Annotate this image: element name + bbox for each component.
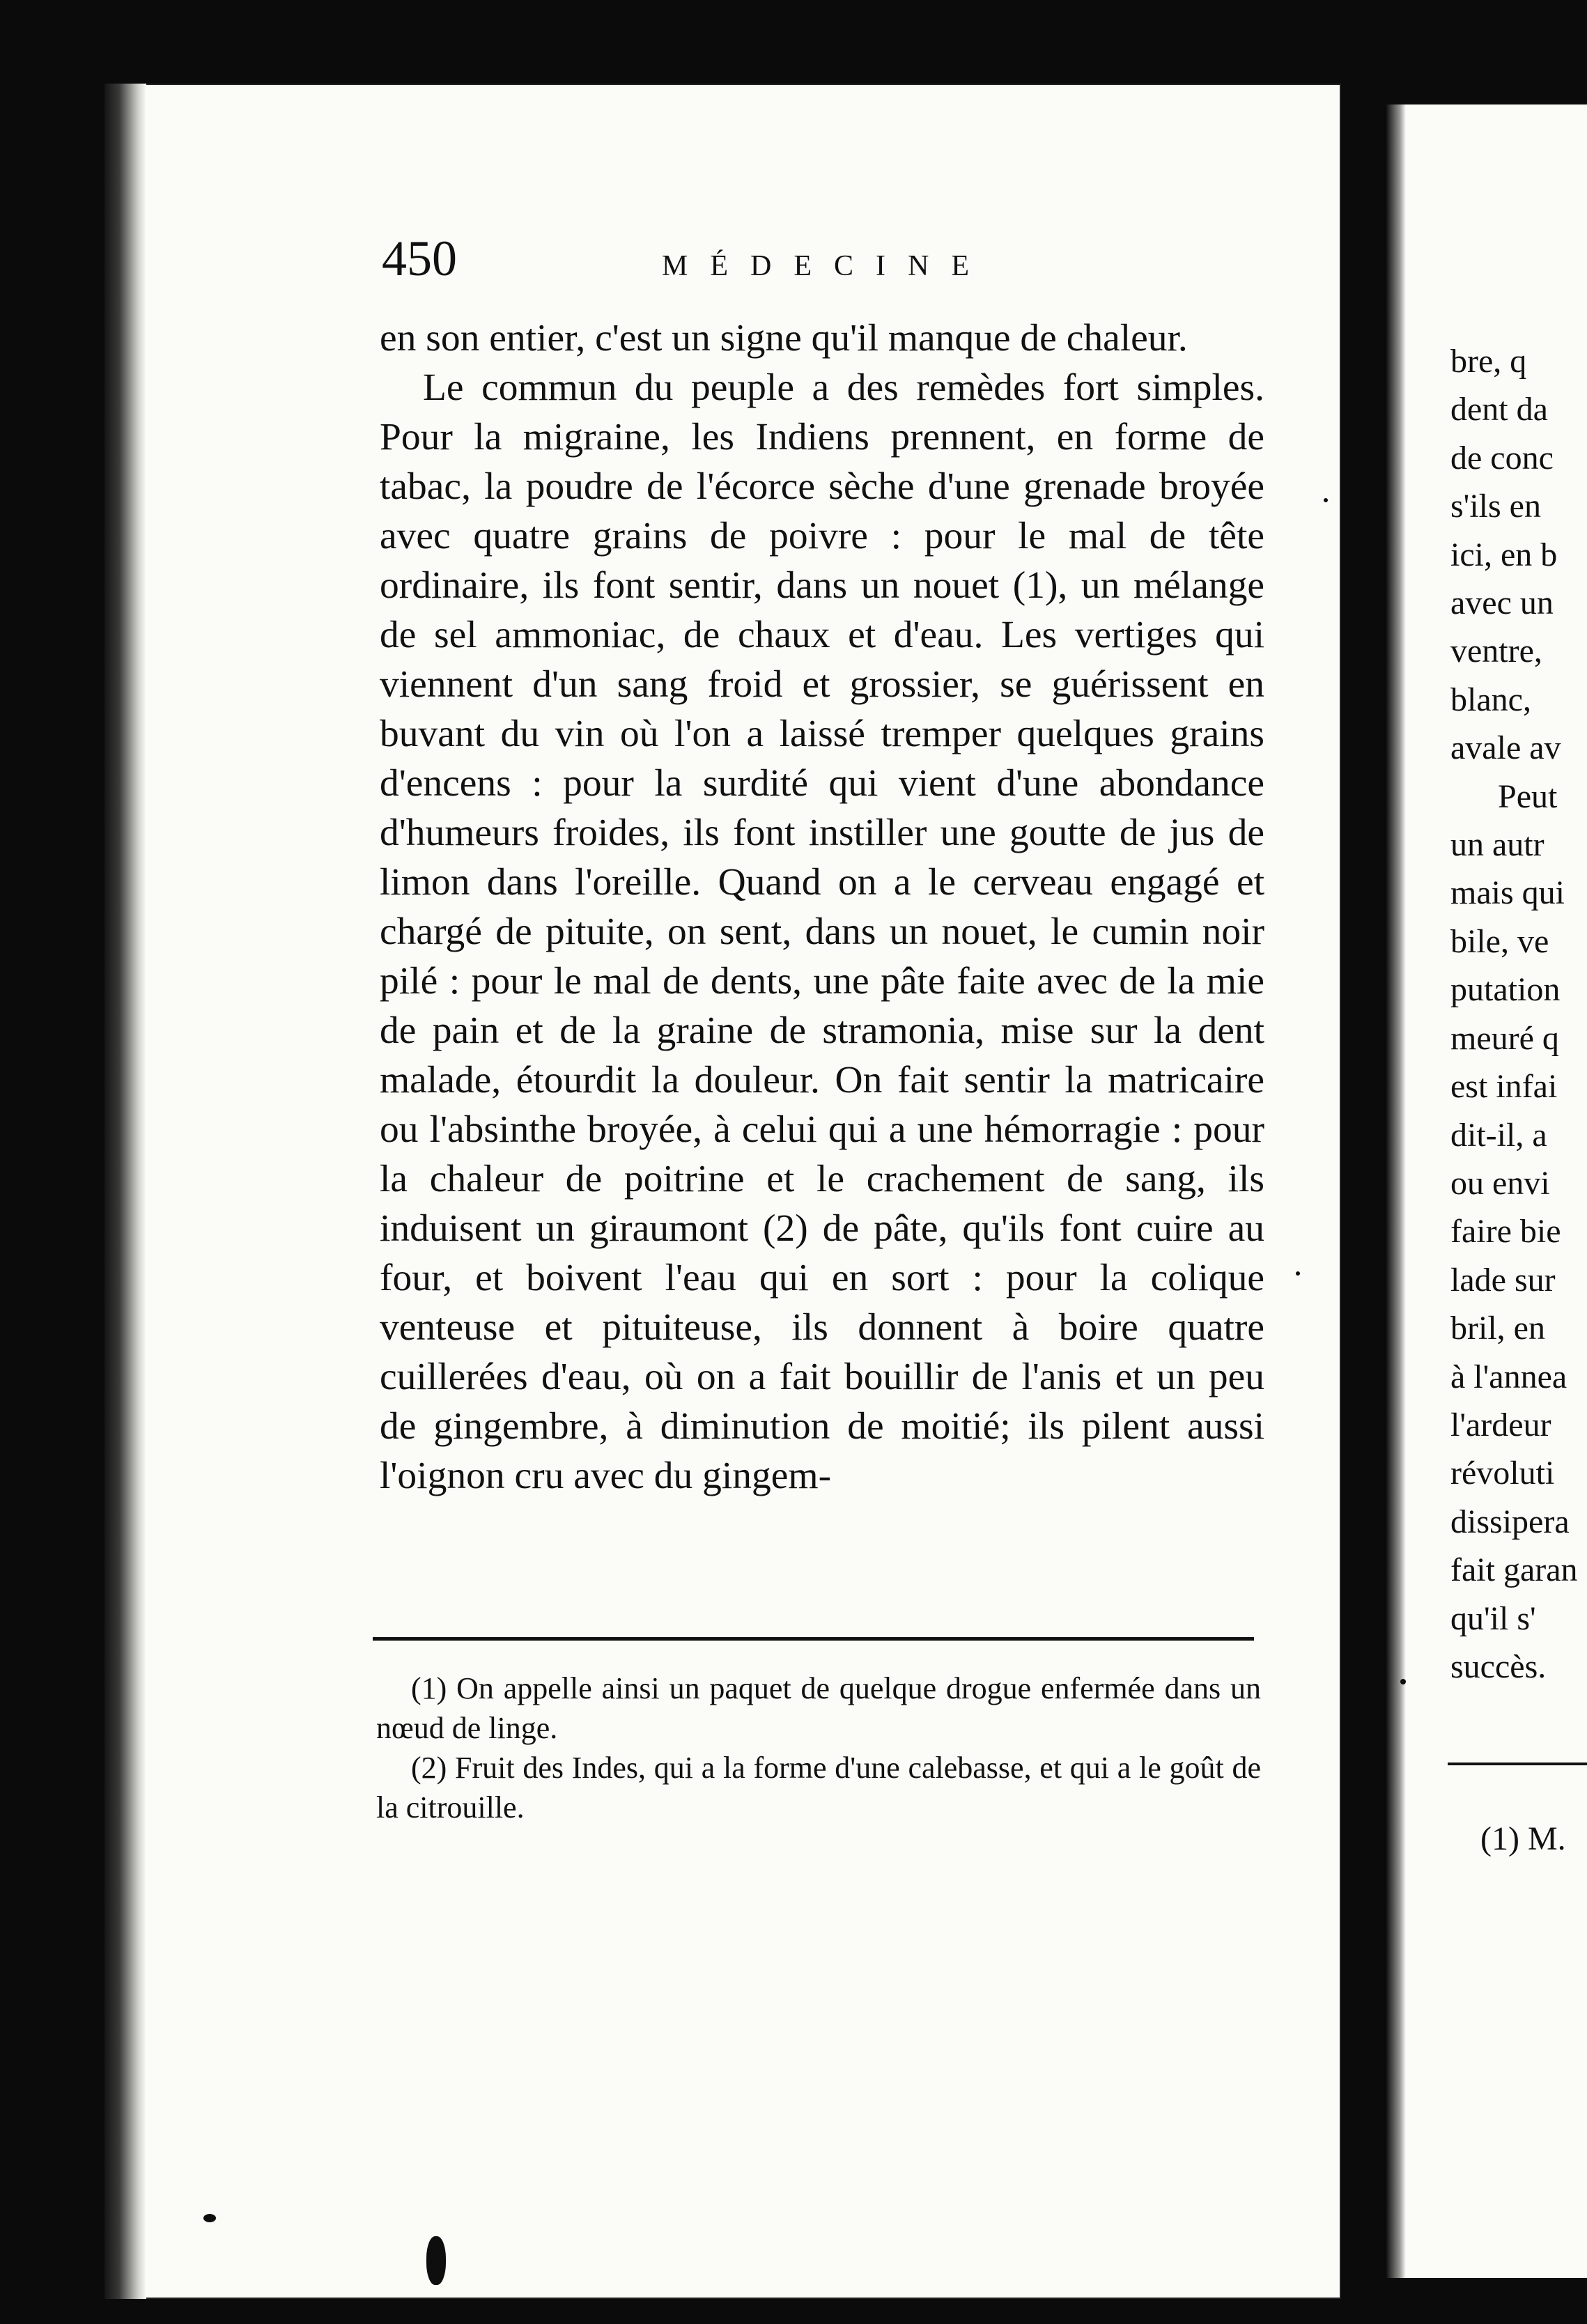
right-line: s'ils en (1450, 488, 1541, 525)
page-number: 450 (382, 231, 457, 286)
right-line: révoluti (1450, 1455, 1555, 1492)
ink-speck (1296, 1271, 1300, 1276)
right-line: ou envi (1450, 1164, 1550, 1202)
footnote-rule (373, 1637, 1254, 1641)
paragraph-continuation: en son entier, c'est un signe qu'il manque de chaleur. (380, 317, 1188, 359)
right-line: dent da (1450, 391, 1548, 428)
right-line: fait garan (1450, 1551, 1578, 1589)
right-line: dissipera (1450, 1503, 1570, 1540)
right-line: Peut (1498, 777, 1558, 815)
right-line: putation (1450, 971, 1561, 1009)
right-line: l'ardeur (1450, 1406, 1551, 1443)
right-line: bril, en (1450, 1310, 1545, 1347)
footnote-1: (1) On appelle ainsi un paquet de quelque drogue enfermée dans un nœud de linge. (376, 1671, 1261, 1745)
right-line: lade sur (1450, 1261, 1556, 1299)
running-head: MÉDECINE (662, 250, 991, 282)
right-line: faire bie (1450, 1213, 1561, 1250)
right-line: de conc (1450, 439, 1554, 477)
right-page-text (1450, 337, 1578, 1691)
right-line: à l'annea (1450, 1358, 1567, 1395)
right-line: avec un (1450, 584, 1554, 622)
ink-speck (426, 2236, 446, 2285)
ink-speck (203, 2214, 216, 2222)
right-line: un autr (1450, 826, 1545, 864)
right-line: bile, ve (1450, 922, 1549, 960)
right-line: est infai (1450, 1068, 1558, 1106)
footnote-2: (2) Fruit des Indes, qui a la forme d'une calebasse, et qui a le goût de la citrouille. (376, 1751, 1261, 1825)
right-line: ici, en b (1450, 536, 1558, 573)
right-line: succès. (1450, 1648, 1547, 1685)
right-line: dit-il, a (1450, 1116, 1547, 1154)
right-line: avale av (1450, 729, 1561, 767)
main-text (380, 313, 1264, 1501)
footnotes (376, 1668, 1261, 1827)
right-line: qu'il s' (1450, 1599, 1536, 1637)
right-line: blanc, (1450, 681, 1531, 718)
right-line: meuré q (1450, 1019, 1559, 1057)
right-footnote-rule (1448, 1763, 1587, 1765)
right-line: ventre, (1450, 633, 1542, 670)
ink-speck (1400, 1679, 1406, 1684)
ink-speck (1324, 498, 1328, 502)
right-line: mais qui (1450, 874, 1565, 912)
right-line: bre, q (1450, 343, 1527, 380)
paragraph-remedies: Le commun du peuple a des remèdes fort simples. Pour la migraine, les Indiens prennent, en forme de tabac, la poudre de l'écorce sèche d'une grenade broyée avec quatre grains de poivre : pour le mal de tête ordinaire, ils font sentir, dans un nouet (1), un mélange de sel ammoniac, de chaux et d'eau. Les vertiges qui viennent d'un sang froid et grossier, se guérissent en buvant du vin où l'on a laissé tremper quelques grains d'encens : pour la surdité qui vient d'une abondance d'humeurs froides, ils font instiller une goutte de jus de limon dans l'oreille. Quand on a le cerveau engagé et chargé de pituite, on sent, dans un nouet, le cumin noir pilé : pour le mal de dents, une pâte faite avec de la mie de pain et de la graine de stramonia, mise sur la dent malade, étourdit la douleur. On fait sentir la matricaire ou l'absinthe broyée, à celui qui a une hémorragie : pour la chaleur de poitrine et le crachement de sang, ils induisent un giraumont (2) de pâte, qu'ils font cuire au four, et boivent l'eau qui en sort : pour la colique venteuse et pituiteuse, ils donnent à boire quatre cuillerées d'eau, où on a fait bouillir de l'anis et un peu de gingembre, à diminution de moitié; ils pilent aussi l'oignon cru avec du gingem- (380, 366, 1264, 1497)
right-footnote: (1) M. (1480, 1820, 1566, 1857)
